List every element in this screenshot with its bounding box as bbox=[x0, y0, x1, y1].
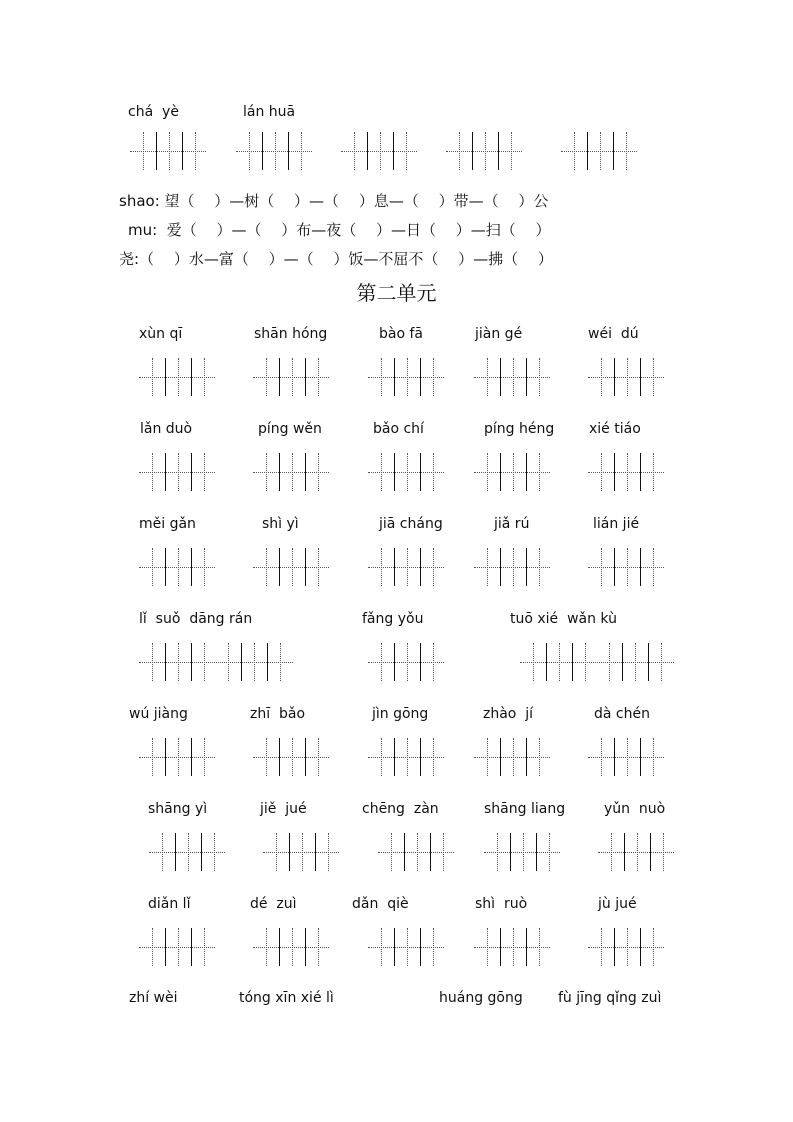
writing-grid[interactable] bbox=[149, 833, 225, 871]
pinyin-label: wú jiàng bbox=[129, 706, 188, 722]
pinyin-label: píng héng bbox=[484, 421, 555, 437]
pinyin-label: diǎn lǐ bbox=[148, 896, 191, 912]
pinyin-label: dé zuì bbox=[250, 896, 297, 912]
writing-grid[interactable] bbox=[474, 358, 550, 396]
writing-grid[interactable] bbox=[341, 132, 417, 170]
writing-grid[interactable] bbox=[236, 132, 312, 170]
pinyin-label: zhī bǎo bbox=[250, 706, 306, 722]
pinyin-label: jìn gōng bbox=[372, 706, 429, 722]
writing-grid[interactable] bbox=[474, 928, 550, 966]
fill-line-mu: mu: 爱（ ）—（ ）布—夜（ ）—日（ ）—扫（ ） bbox=[128, 221, 551, 239]
pinyin-label: shì yì bbox=[262, 516, 299, 532]
writing-grid[interactable] bbox=[588, 358, 664, 396]
writing-grid[interactable] bbox=[139, 738, 215, 776]
writing-grid[interactable] bbox=[588, 548, 664, 586]
writing-grid[interactable] bbox=[588, 738, 664, 776]
writing-grid[interactable] bbox=[598, 833, 674, 871]
pinyin-label: xié tiáo bbox=[589, 421, 641, 437]
pinyin-label: lǐ suǒ dāng rán bbox=[139, 611, 253, 627]
pinyin-label: dà chén bbox=[594, 706, 650, 722]
writing-grid[interactable] bbox=[253, 453, 329, 491]
pinyin-label: shān hóng bbox=[254, 326, 328, 342]
writing-grid[interactable] bbox=[588, 928, 664, 966]
pinyin-label: zhí wèi bbox=[129, 990, 178, 1006]
fill-line-yao: 尧:（ ）水—富（ ）—（ ）饭—不屈不（ ）—拂（ ） bbox=[119, 250, 553, 268]
writing-grid[interactable] bbox=[474, 548, 550, 586]
pinyin-label: huáng gōng bbox=[439, 990, 523, 1006]
writing-grid[interactable] bbox=[484, 833, 560, 871]
pinyin-label: lián jié bbox=[593, 516, 640, 532]
pinyin-label: yǔn nuò bbox=[604, 801, 666, 817]
writing-grid[interactable] bbox=[368, 928, 444, 966]
writing-grid[interactable] bbox=[368, 643, 444, 681]
pinyin-label: fǎng yǒu bbox=[362, 611, 424, 627]
pinyin-label: jù jué bbox=[598, 896, 637, 912]
writing-grid[interactable] bbox=[378, 833, 454, 871]
writing-grid[interactable] bbox=[588, 453, 664, 491]
writing-grid[interactable] bbox=[139, 453, 215, 491]
fill-line-shao: shao: 望（ ）—树（ ）—（ ）息—（ ）带—（ ）公 bbox=[119, 192, 549, 210]
pinyin-label: tóng xīn xié lì bbox=[239, 990, 334, 1006]
pinyin-label: zhào jí bbox=[483, 706, 534, 722]
pinyin-label: chēng zàn bbox=[362, 801, 439, 817]
pinyin-label: bǎo chí bbox=[373, 421, 424, 437]
pinyin-label: shāng yì bbox=[148, 801, 208, 817]
writing-grid[interactable] bbox=[368, 738, 444, 776]
writing-grid[interactable] bbox=[474, 738, 550, 776]
writing-grid[interactable] bbox=[253, 358, 329, 396]
writing-grid[interactable] bbox=[253, 548, 329, 586]
section-title: 第二单元 bbox=[356, 281, 437, 305]
writing-grid[interactable] bbox=[368, 358, 444, 396]
writing-grid[interactable] bbox=[368, 548, 444, 586]
pinyin-label: jiàn gé bbox=[475, 326, 523, 342]
pinyin-label: shāng liang bbox=[484, 801, 566, 817]
writing-grid[interactable] bbox=[139, 358, 215, 396]
pinyin-label: dǎn qiè bbox=[352, 896, 409, 912]
writing-grid[interactable] bbox=[263, 833, 339, 871]
pinyin-label: píng wěn bbox=[258, 421, 322, 437]
pinyin-label: tuō xié wǎn kù bbox=[510, 611, 617, 627]
pinyin-label: jiā cháng bbox=[379, 516, 443, 532]
writing-grid[interactable] bbox=[474, 453, 550, 491]
pinyin-label: měi gǎn bbox=[139, 516, 196, 532]
pinyin-label: shì ruò bbox=[475, 896, 528, 912]
writing-grid[interactable] bbox=[253, 738, 329, 776]
writing-grid[interactable] bbox=[561, 132, 637, 170]
top-pinyin-1: chá yè bbox=[128, 104, 179, 120]
writing-grid[interactable] bbox=[253, 928, 329, 966]
writing-grid-long[interactable] bbox=[139, 643, 293, 681]
top-pinyin-2: lán huā bbox=[243, 104, 296, 120]
pinyin-label: lǎn duò bbox=[140, 421, 193, 437]
pinyin-label: fù jīng qǐng zuì bbox=[558, 990, 662, 1006]
writing-grid[interactable] bbox=[139, 548, 215, 586]
pinyin-label: jiǎ rú bbox=[494, 516, 530, 532]
writing-grid-long[interactable] bbox=[520, 643, 674, 681]
pinyin-label: xùn qī bbox=[139, 326, 183, 342]
writing-grid[interactable] bbox=[446, 132, 522, 170]
writing-grid[interactable] bbox=[139, 928, 215, 966]
pinyin-label: jiě jué bbox=[260, 801, 307, 817]
pinyin-label: wéi dú bbox=[588, 326, 639, 342]
writing-grid[interactable] bbox=[130, 132, 206, 170]
pinyin-label: bào fā bbox=[379, 326, 423, 342]
writing-grid[interactable] bbox=[368, 453, 444, 491]
